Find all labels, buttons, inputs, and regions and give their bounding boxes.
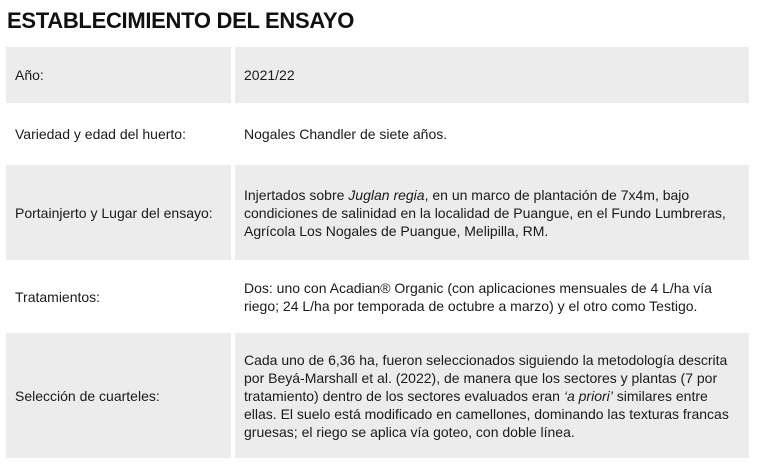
row-value bbox=[235, 264, 749, 329]
row-label: Tratamientos: bbox=[6, 264, 231, 329]
value-text: Nogales Chandler de siete años. bbox=[244, 126, 448, 142]
table-row-treatments bbox=[6, 264, 749, 329]
species-name: Juglan regia bbox=[348, 186, 425, 203]
value-text-part: Cada uno de 6,36 ha, fueron seleccionados siguiendo la metodología descrita por Beyá-Marshall et al. (2022), de manera que los sectores y plantas (7 por tratamiento) dentro de los sectores evaluados eran bbox=[244, 351, 728, 404]
row-value bbox=[235, 333, 749, 458]
table-row-variety bbox=[6, 107, 749, 161]
latin-term: ‘a priori’ bbox=[563, 387, 613, 404]
value-text: 2021/22 bbox=[244, 67, 295, 83]
row-label: Variedad y edad del huerto: bbox=[6, 107, 231, 161]
value-text bbox=[244, 351, 741, 441]
table-row-year bbox=[6, 47, 749, 103]
table-row-plot-selection bbox=[6, 333, 749, 458]
row-value bbox=[235, 165, 749, 260]
row-value bbox=[235, 47, 749, 103]
row-label: Portainjerto y Lugar del ensayo: bbox=[6, 165, 231, 260]
table-row-rootstock bbox=[6, 165, 749, 260]
row-value bbox=[235, 107, 749, 161]
value-text-part: , en un marco de plantación de 7x4m, bajo condiciones de salinidad en la localidad de Puangue, en el Fundo Lumbreras, Agrícola Los Nogales de Puangue, Melipilla, RM. bbox=[244, 186, 726, 239]
row-label: Selección de cuarteles: bbox=[6, 333, 231, 458]
value-text: Dos: uno con Acadian® Organic (con aplicaciones mensuales de 4 L/ha vía riego; 24 L/ha por temporada de octubre a marzo) y el otro como Testigo. bbox=[244, 279, 712, 314]
trial-setup-table bbox=[6, 47, 749, 462]
section-title: ESTABLECIMIENTO DEL ENSAYO bbox=[7, 8, 355, 33]
value-text-part: Injertados sobre bbox=[244, 186, 349, 203]
value-text bbox=[244, 186, 741, 240]
value-text-part: similares entre ellas. El suelo está modificado en camellones, dominando las texturas francas gruesas; el riego se aplica vía goteo, con doble línea. bbox=[244, 387, 729, 440]
row-label: Año: bbox=[6, 47, 231, 103]
